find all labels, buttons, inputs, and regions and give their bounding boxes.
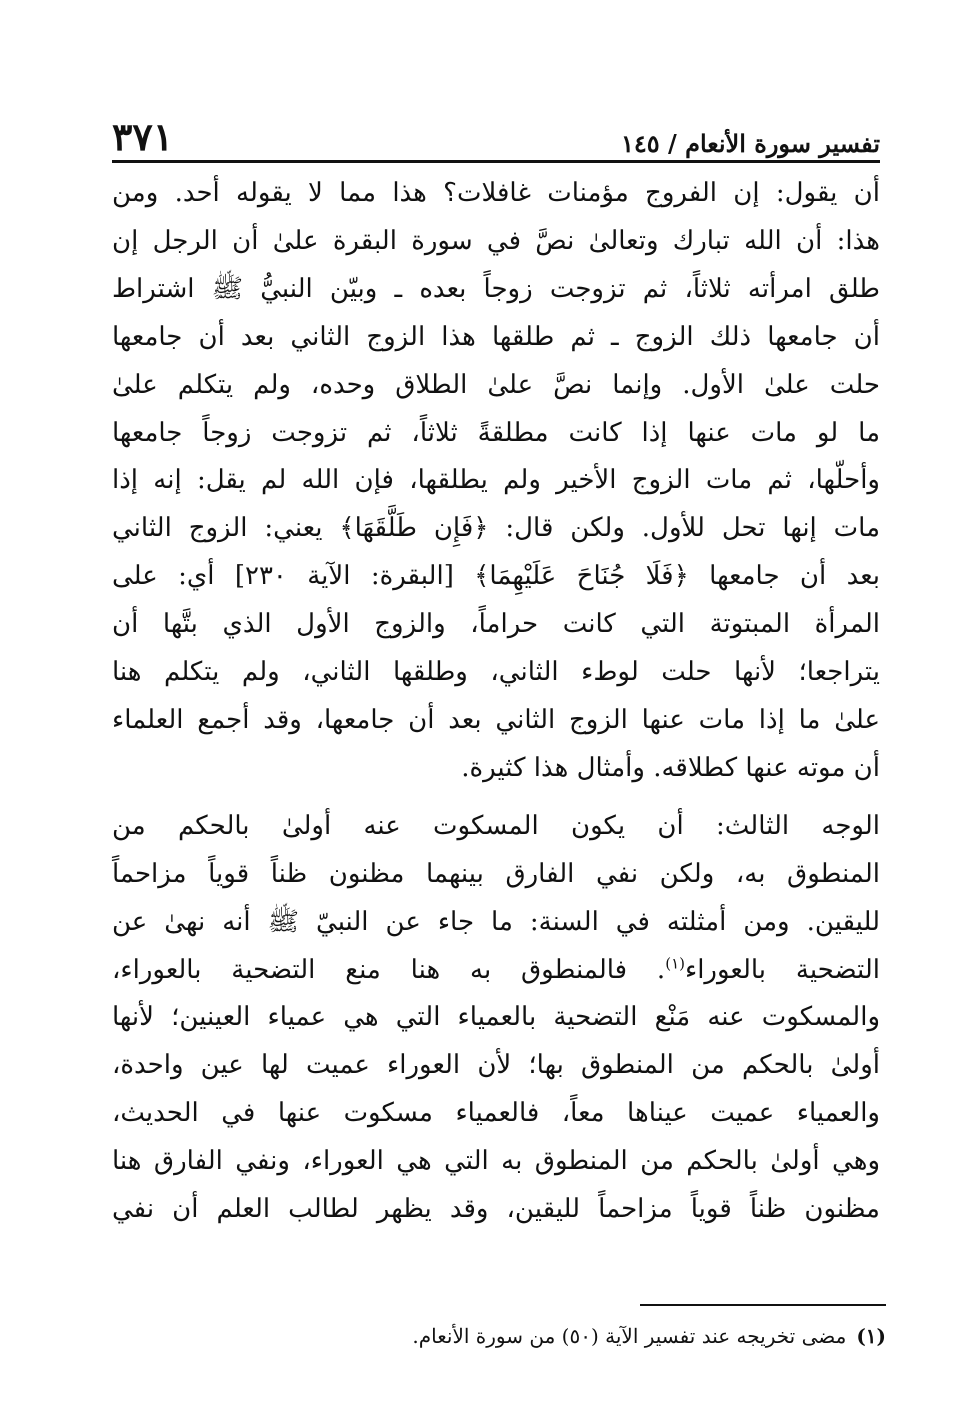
header-rule bbox=[112, 160, 880, 163]
text-line: والمسكوت عنه مَنْع التضحية بالعمياء التي هي عمياء العينين؛ لأنها bbox=[112, 1002, 880, 1033]
text-line: والعمياء عميت عيناها معاً، فالعمياء مسكوت عنها في الحديث، bbox=[112, 1098, 880, 1129]
text-line: أن موته عنها كطلاقه. وأمثال هذا كثيرة. bbox=[461, 752, 880, 783]
text-line: وأحلّها، ثم مات الزوج الأخير ولم يطلقها، فإن الله لم يقل: إنه إذا bbox=[112, 465, 880, 496]
paragraph-1 bbox=[112, 170, 880, 793]
text-line: طلق امرأته ثلاثاً، ثم تزوجت زوجاً بعده ـ وبيّن النبيُّ ﷺ اشتراط bbox=[112, 273, 880, 304]
text-line: بعد أن جامعها ﴿فَلَا جُنَاحَ عَلَيْهِمَا﴾ [البقرة: الآية ٢٣٠] أي: على bbox=[112, 561, 880, 592]
text-line: أن جامعها ذلك الزوج ـ ثم طلقها هذا الزوج الثاني بعد أن جامعها bbox=[112, 321, 880, 352]
text-line-with-footnote bbox=[112, 947, 880, 995]
text-segment: التضحية بالعوراء bbox=[684, 954, 880, 985]
text-line: حلت علىٰ الأول. وإنما نصَّ علىٰ الطلاق وحده، ولم يتكلم علىٰ bbox=[112, 369, 880, 400]
text-segment: . فالمنطوق به هنا منع التضحية بالعوراء، bbox=[112, 954, 666, 985]
text-line: المرأة المبتوتة التي كانت حراماً، والزوج الأول الذي بتَّها أن bbox=[112, 609, 880, 640]
text-line: مات إنها تحل للأول. ولكن قال: ﴿فَإِن طَلَّقَهَا﴾ يعني: الزوج الثاني bbox=[112, 513, 880, 544]
text-line: علىٰ ما إذا مات عنها الزوج الثاني بعد أن جامعها، وقد أجمع العلماء bbox=[112, 704, 880, 735]
text-line: هذا: أن الله تبارك وتعالىٰ نصَّ في سورة البقرة علىٰ أن الرجل إن bbox=[112, 225, 880, 256]
footnote-marker: (١) bbox=[856, 1324, 886, 1348]
text-line: أن يقول: إن الفروج مؤمنات غافلات؟ هذا مما لا يقوله أحد. ومن bbox=[112, 178, 880, 208]
text-line: المنطوق به، ولكن نفي الفارق بينهما مظنون ظناً قوياً مزاحماً bbox=[112, 858, 880, 889]
running-title: تفسير سورة الأنعام / ١٤٥ bbox=[620, 129, 880, 158]
footnote-rule bbox=[640, 1304, 886, 1306]
text-line: الوجه الثالث: أن يكون المسكوت عنه أولىٰ بالحكم من bbox=[112, 810, 880, 841]
text-line: أولىٰ بالحكم من المنطوق بها؛ لأن العوراء عميت لها عين واحدة، bbox=[112, 1050, 880, 1081]
main-text bbox=[112, 170, 880, 1234]
footnote bbox=[126, 1320, 886, 1352]
text-line: لليقين. ومن أمثلته في السنة: ما جاء عن النبيّ ﷺ أنه نهىٰ عن bbox=[112, 906, 880, 937]
page-number: ٣٧١ bbox=[112, 114, 174, 159]
page-header bbox=[112, 96, 880, 159]
footnote-reference[interactable]: (١) bbox=[665, 953, 685, 972]
text-line: وهي أولىٰ بالحكم من المنطوق به التي هي العوراء، ونفي الفارق هنا bbox=[112, 1146, 880, 1177]
text-line: مظنون ظناً قوياً مزاحماً لليقين، وقد يظهر لطالب العلم أن نفي bbox=[112, 1194, 880, 1225]
text-line: يتراجعا؛ لأنها حلت لوطء الثاني، وطلقها الثاني، ولم يتكلم هنا bbox=[112, 657, 880, 688]
text-line: ما لو مات عنها إذا كانت مطلقةً ثلاثاً، ثم تزوجت زوجاً جامعها bbox=[112, 417, 880, 448]
footnote-text: مضى تخريجه عند تفسير الآية (٥٠) من سورة الأنعام. bbox=[412, 1324, 847, 1348]
paragraph-2 bbox=[112, 803, 880, 1234]
